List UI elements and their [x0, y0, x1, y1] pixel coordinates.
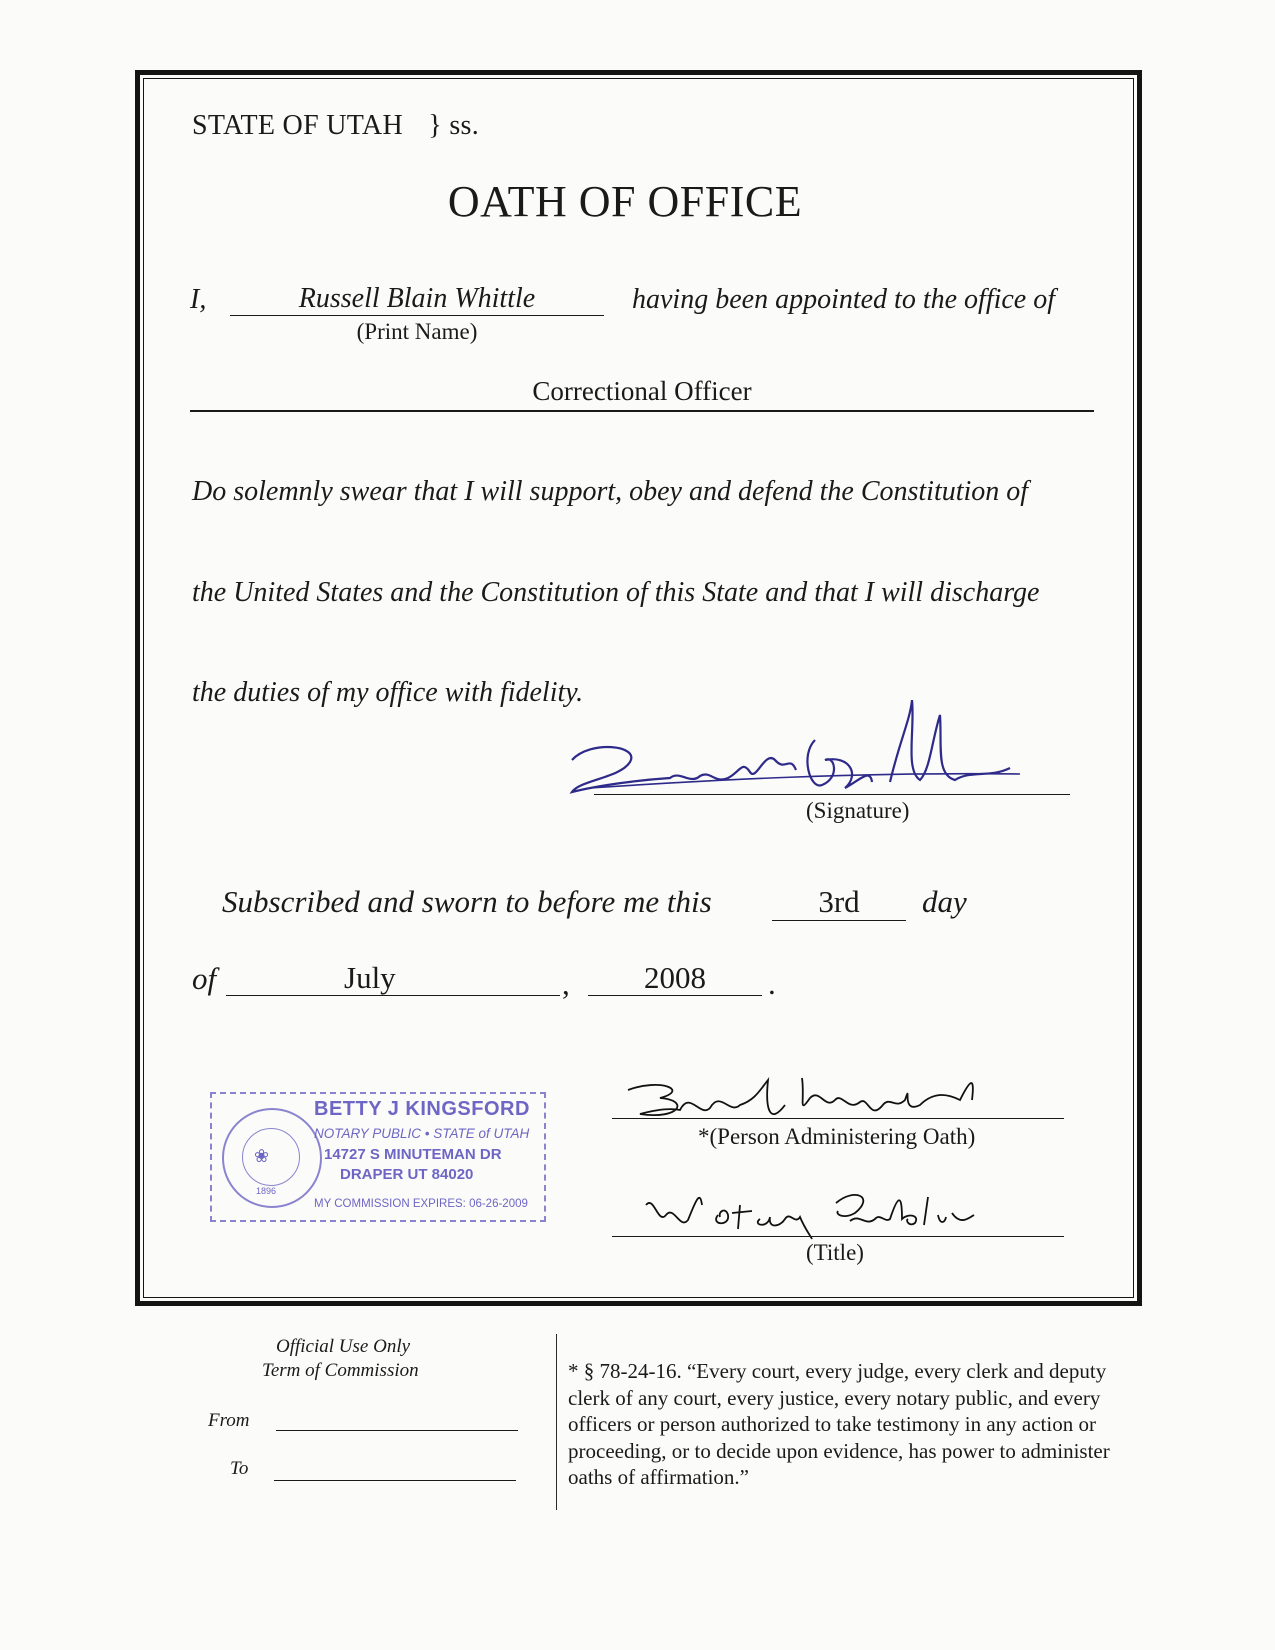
month-underline: [226, 995, 560, 996]
sworn-prefix: Subscribed and sworn to before me this: [222, 884, 712, 919]
oath-line-2: the United States and the Constitution of this State and that I will discharge: [192, 577, 1040, 608]
notary-line-4: MY COMMISSION EXPIRES: 06-26-2009: [314, 1198, 528, 1210]
office-underline: [190, 410, 1094, 412]
office-value: Correctional Officer: [532, 376, 752, 406]
state-label: STATE OF UTAH: [192, 110, 403, 141]
from-field[interactable]: [276, 1430, 518, 1431]
to-label: To: [230, 1458, 249, 1479]
ss-label: } ss.: [428, 110, 480, 141]
term-label: Term of Commission: [262, 1360, 419, 1381]
to-field[interactable]: [274, 1480, 516, 1481]
name-underline: [230, 315, 604, 316]
administrator-underline: [612, 1118, 1064, 1119]
notary-name: BETTY J KINGSFORD: [314, 1098, 530, 1120]
notary-line-2: 14727 S MINUTEMAN DR: [324, 1146, 502, 1163]
administrator-signature: [620, 1070, 1020, 1130]
i-label: I,: [190, 284, 207, 315]
title-caption: (Title): [806, 1240, 864, 1265]
print-name-caption: (Print Name): [356, 319, 478, 344]
year-underline: [588, 995, 762, 996]
statute-text: * § 78-24-16. “Every court, every judge, every clerk and deputy clerk of any court, every justice, every notary public, and every officers or person authorized to take testimony in any action or proceeding, or to decide upon evidence, has power to administer oaths of affirmation.”: [568, 1359, 1110, 1489]
notary-line-1: NOTARY PUBLIC • STATE of UTAH: [314, 1126, 530, 1141]
page-title: OATH OF OFFICE: [447, 177, 803, 226]
oath-line-1: Do solemnly swear that I will support, obey and defend the Constitution of: [192, 476, 1029, 507]
date-period: .: [768, 966, 776, 1001]
signature-caption: (Signature): [806, 798, 910, 823]
oath-line-3: the duties of my office with fidelity.: [192, 677, 584, 708]
day-underline: [772, 920, 906, 921]
state-seal: [222, 1108, 322, 1208]
title-handwriting: [640, 1185, 1020, 1241]
from-label: From: [208, 1410, 250, 1431]
name-value: Russell Blain Whittle: [298, 283, 536, 314]
year-value: 2008: [644, 960, 706, 995]
date-comma: ,: [562, 966, 570, 1001]
appointed-text: having been appointed to the office of: [632, 284, 1056, 315]
administrator-caption: *(Person Administering Oath): [698, 1124, 976, 1149]
official-use-label: Official Use Only: [276, 1336, 411, 1357]
notary-line-3: DRAPER UT 84020: [340, 1166, 474, 1183]
title-underline: [612, 1236, 1064, 1237]
day-label: day: [922, 884, 967, 919]
seal-emblem-icon: ❀: [254, 1146, 270, 1166]
day-value: 3rd: [818, 884, 860, 919]
state-heading: [192, 110, 479, 142]
signature-underline: [594, 794, 1070, 795]
of-label: of: [192, 961, 217, 996]
seal-year: 1896: [256, 1186, 277, 1196]
month-value: July: [344, 960, 396, 995]
footer-divider: [556, 1334, 557, 1510]
notary-stamp: [210, 1092, 546, 1222]
